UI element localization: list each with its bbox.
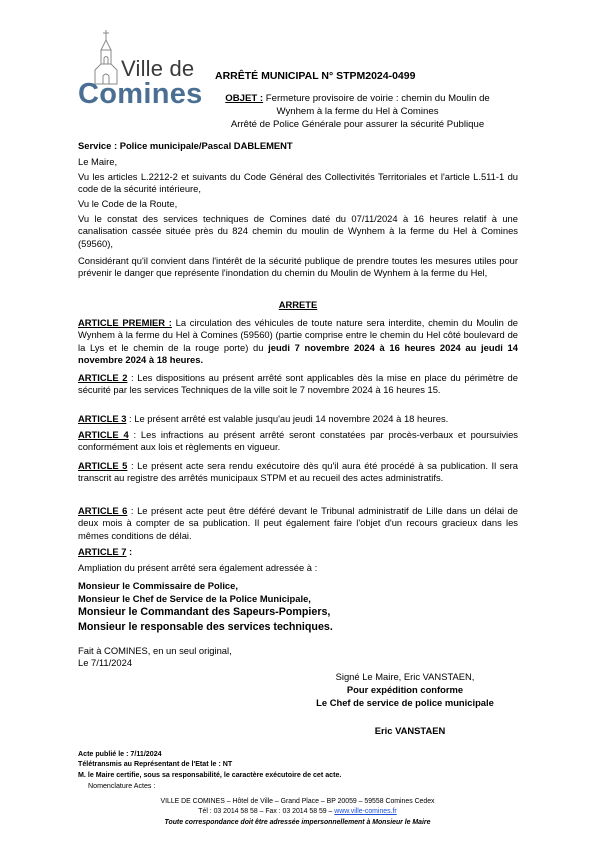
- article-4-label: ARTICLE 4: [78, 429, 129, 440]
- objet-text-3: Arrêté de Police Générale pour assurer la sécurité Publique: [230, 119, 485, 131]
- article-5-text: : Le présent acte sera rendu exécutoire dès qu'il aura été procédé à sa publication. Il sera transcrit au registre des arrêtés municipaux STPM et au recueil des actes administratifs.: [78, 460, 518, 484]
- footer-contact: [50, 807, 545, 817]
- service-line: Service : Police municipale/Pascal DABLEMENT: [78, 140, 293, 151]
- signature-line-2: Pour expédition conforme: [346, 684, 464, 695]
- website-link[interactable]: www.ville-comines.fr: [334, 808, 397, 815]
- article-2-label: ARTICLE 2: [78, 372, 128, 383]
- article-3-label: ARTICLE 3: [78, 413, 127, 424]
- logo-ville-text: Ville de: [121, 56, 195, 81]
- article-6: [78, 505, 518, 542]
- acte-publie: Acte publié le : 7/11/2024: [78, 750, 162, 758]
- article-4: [78, 429, 518, 454]
- article-7-label: ARTICLE 7: [78, 546, 127, 557]
- vu-code-route: Vu le Code de la Route,: [78, 198, 178, 209]
- signature-line-3: Le Chef de service de police municipale: [316, 697, 494, 708]
- article-5-label: ARTICLE 5: [78, 460, 128, 471]
- article-2: [78, 372, 518, 397]
- article-7-text: :: [126, 546, 133, 557]
- arrete-heading: ARRETE: [278, 299, 318, 310]
- article-3-text: : Le présent arrêté est valable jusqu'au jeudi 14 novembre 2024 à 18 heures.: [126, 413, 449, 424]
- ampliation: Ampliation du présent arrêté sera également adressée à :: [78, 562, 318, 573]
- article-1-label: ARTICLE PREMIER :: [78, 317, 172, 328]
- vu-constat: Vu le constat des services techniques de Comines daté du 07/11/2024 à 16 heures relatif à une canalisation cassée située près du 824 chemin du moulin de Wynhem à la ferme du Hel à Comines (59560),: [78, 213, 518, 249]
- dest-services-techniques: Monsieur le responsable des services techniques.: [78, 621, 333, 633]
- dest-police-municipale: Monsieur le Chef de Service de la Police Municipale,: [78, 593, 311, 604]
- article-6-text: : Le présent acte peut être déféré devant le Tribunal administratif de Lille dans un délai de deux mois à compter de sa publication. Il peut également faire l'objet d'un recours gracieux dans les mêmes conditions de délai.: [78, 505, 518, 541]
- considerant: Considérant qu'il convient dans l'intérêt de la sécurité publique de prendre toutes les mesures utiles pour prévenir le danger que représente l'inondation du chemin du Moulin de Wynhem à la ferme du Hel,: [78, 255, 518, 279]
- footer-notice: Toute correspondance doit être adressée impersonnellement à Monsieur le Maire: [164, 819, 431, 826]
- dest-commissaire: Monsieur le Commissaire de Police,: [78, 580, 238, 591]
- fait-a: Fait à COMINES, en un seul original,: [78, 645, 232, 656]
- article-6-label: ARTICLE 6: [78, 505, 128, 516]
- vu-cgct: Vu les articles L.2212-2 et suivants du Code Général des Collectivités Territoriales et l'article L.511-1 du code de la sécurité intérieure,: [78, 171, 518, 195]
- signature-name: Eric VANSTAEN: [374, 725, 446, 736]
- nomenclature: Nomenclature Actes :: [88, 782, 156, 790]
- article-1-dates: jeudi 7 novembre 2024 à 16 heures 2024 au jeudi 14 novembre 2024 à 18 heures.: [78, 341, 518, 365]
- signature-line-1: Signé Le Maire, Eric VANSTAEN,: [335, 671, 475, 682]
- article-1: [78, 317, 518, 366]
- article-5: [78, 460, 518, 485]
- maire-line: Le Maire,: [78, 156, 118, 167]
- certification: M. le Maire certifie, sous sa responsabilité, le caractère exécutoire de cet acte.: [78, 771, 342, 779]
- objet-text-1: Fermeture provisoire de voirie : chemin du Moulin de: [265, 93, 490, 104]
- teletransmis: Télétransmis au Représentant de l'Etat le : NT: [78, 760, 233, 768]
- objet-label: OBJET :: [225, 93, 264, 104]
- date-line: Le 7/11/2024: [78, 657, 133, 668]
- objet-block: [200, 92, 515, 132]
- footer-address: VILLE DE COMINES – Hôtel de Ville – Grand Place – BP 20059 – 59558 Comines Cedex: [160, 798, 435, 805]
- logo-comines-text: Comines: [78, 78, 203, 110]
- article-3: [78, 413, 518, 425]
- article-4-text: : Les infractions au présent arrêté seront constatées par procès-verbaux et poursuivies conformément aux lois et règlements en vigueur.: [78, 429, 518, 453]
- article-2-text: : Les dispositions au présent arrêté sont applicables dès la mise en place du périmètre de sécurité par les services Techniques de la ville soit le 7 novembre 2024 à 16 heures 15.: [78, 372, 518, 396]
- article-7: [78, 546, 518, 558]
- signature-block: [285, 670, 525, 709]
- footer-phone-fax: Tél : 03 2014 58 58 – Fax : 03 2014 58 59 –: [198, 808, 335, 815]
- article-1-text: La circulation des véhicules de toute nature sera interdite, chemin du Moulin de Wynhem à la ferme du Hel à Comines (59560) (partie comprise entre le chemin du Hel côté boulevard de la Lys et le chemin de la rouge porte) du: [78, 317, 518, 353]
- dest-sapeurs-pompiers: Monsieur le Commandant des Sapeurs-Pompiers,: [78, 606, 331, 618]
- page-title: ARRÊTÉ MUNICIPAL N° STPM2024-0499: [215, 70, 416, 82]
- objet-text-2: Wynhem à la ferme du Hel à Comines: [276, 106, 439, 118]
